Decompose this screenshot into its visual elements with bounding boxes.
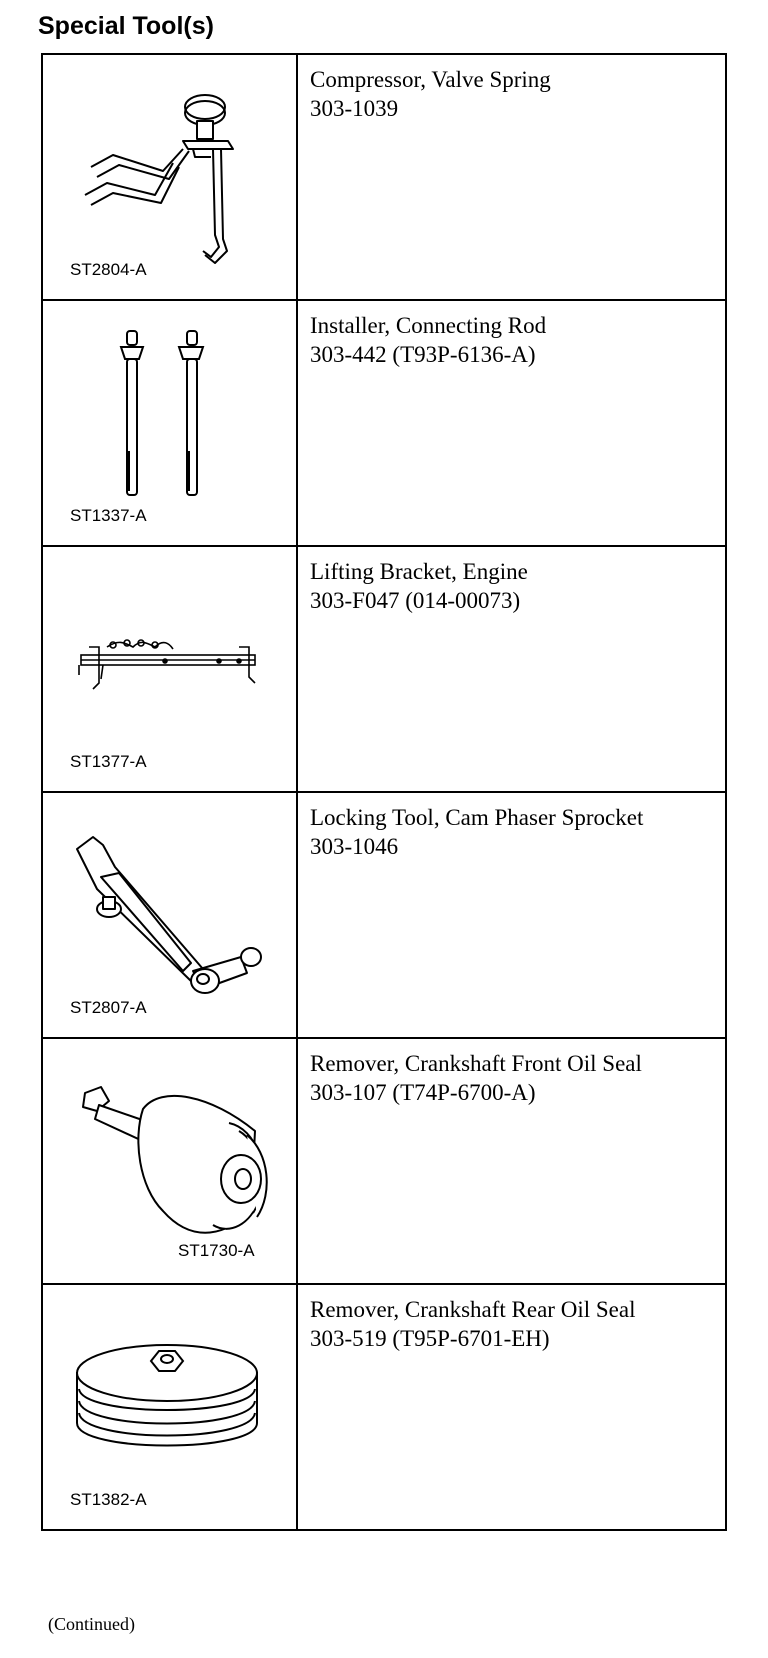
- tool-number: 303-519 (T95P-6701-EH): [310, 1326, 550, 1351]
- continued-note: (Continued): [48, 1614, 135, 1634]
- table-row: [42, 546, 726, 792]
- tool-number: 303-1046: [310, 834, 399, 859]
- tool-image-caption: ST1382-A: [70, 1490, 147, 1509]
- tool-description-cell: [297, 1038, 726, 1284]
- tool-name: Lifting Bracket, Engine: [310, 559, 528, 584]
- tool-description-cell: [297, 1284, 726, 1530]
- special-tools-table: [41, 53, 727, 1531]
- tool-name: Remover, Crankshaft Front Oil Seal: [310, 1051, 642, 1076]
- tool-number: 303-107 (T74P-6700-A): [310, 1080, 536, 1105]
- tool-name: Compressor, Valve Spring: [310, 67, 551, 92]
- tool-image-caption: ST1377-A: [70, 752, 147, 771]
- table-row: [42, 1284, 726, 1530]
- tool-image-cell: [42, 546, 297, 792]
- tool-image-caption: ST1337-A: [70, 506, 147, 525]
- tool-number: 303-F047 (014-00073): [310, 588, 521, 613]
- tool-image-cell: [42, 54, 297, 300]
- tool-description-cell: [297, 792, 726, 1038]
- tool-description-cell: [297, 54, 726, 300]
- page-heading: Special Tool(s): [38, 12, 214, 40]
- tool-number: 303-1039: [310, 96, 399, 121]
- table-row: [42, 54, 726, 300]
- tool-image-cell: [42, 1038, 297, 1284]
- tool-image-cell: [42, 300, 297, 546]
- tool-image-caption: ST2807-A: [70, 998, 147, 1017]
- table-row: [42, 792, 726, 1038]
- table-row: [42, 300, 726, 546]
- table-row: [42, 1038, 726, 1284]
- tool-image-cell: [42, 792, 297, 1038]
- tool-image-caption: ST2804-A: [70, 260, 147, 279]
- tool-number: 303-442 (T93P-6136-A): [310, 342, 536, 367]
- tool-name: Locking Tool, Cam Phaser Sprocket: [310, 805, 644, 830]
- tool-image-cell: [42, 1284, 297, 1530]
- tool-image-caption: ST1730-A: [178, 1241, 255, 1260]
- tool-name: Remover, Crankshaft Rear Oil Seal: [310, 1297, 636, 1322]
- front-oil-seal-remover-icon: [43, 1039, 296, 1283]
- tool-description-cell: [297, 300, 726, 546]
- tool-description-cell: [297, 546, 726, 792]
- tool-name: Installer, Connecting Rod: [310, 313, 547, 338]
